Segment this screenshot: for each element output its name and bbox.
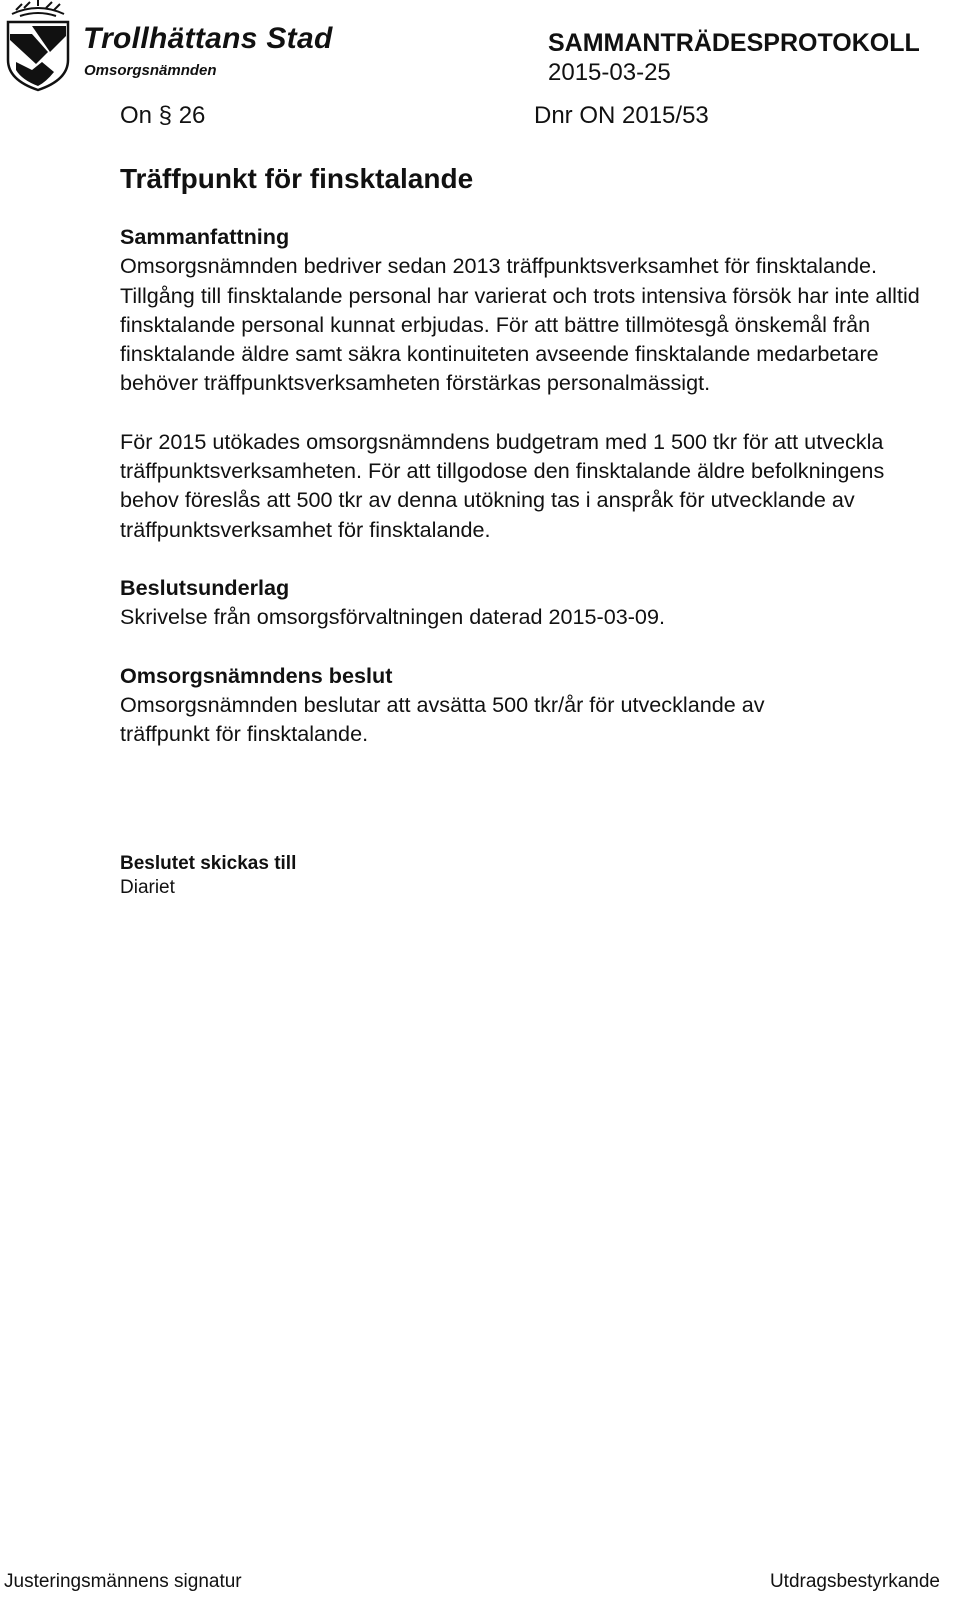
signature-label: Justeringsmännens signatur xyxy=(4,1571,242,1592)
diary-number: Dnr ON 2015/53 xyxy=(534,102,709,129)
decision-text: Omsorgsnämnden beslutar att avsätta 500 tkr/år för utvecklande av träffpunkt för finsktalande. xyxy=(120,691,765,747)
summary-heading: Sammanfattning xyxy=(120,224,290,249)
decision-heading: Omsorgsnämndens beslut xyxy=(120,662,393,688)
certification-label: Utdragsbestyrkande xyxy=(769,1571,940,1592)
document-body xyxy=(120,160,940,748)
brand-department: Omsorgsnämnden xyxy=(84,62,217,79)
distribution-recipient: Diariet xyxy=(120,877,175,898)
distribution-heading: Beslutet skickas till xyxy=(120,853,297,874)
summary-paragraph: För 2015 utökades omsorgsnämndens budgetram med 1 500 tkr för att utveckla träffpunktsverksamheten. För att tillgodose den finsktalande äldre befolkningens behov föreslås att 500 tkr av denna utökning tas i anspråk för utvecklande av träffpunktsverksamhet för finsktalande. xyxy=(120,428,885,542)
document-title: Träffpunkt för finsktalande xyxy=(120,163,474,194)
city-coat-of-arms-icon xyxy=(2,0,74,92)
basis-text: Skrivelse från omsorgsförvaltningen daterad 2015-03-09. xyxy=(120,604,665,630)
basis-heading: Beslutsunderlag xyxy=(120,574,290,600)
summary-paragraph: Omsorgsnämnden bedriver sedan 2013 träffpunktsverksamhet för finsktalande. Tillgång till finsktalande personal har varierat och trots intensiva försök har inte alltid finsktalande personal kunnat erbjudas. För att bättre tillmötesgå önskemål från finsktalande äldre samt säkra kontinuiteten avseende finsktalande medarbetare behöver träffpunktsverksamheten förstärkas personalmässigt. xyxy=(120,253,920,396)
document-type: SAMMANTRÄDESPROTOKOLL xyxy=(548,29,920,57)
document-date: 2015-03-25 xyxy=(548,59,671,86)
brand-name: Trollhättans Stad xyxy=(83,22,333,55)
paragraph-reference: On § 26 xyxy=(120,102,206,129)
